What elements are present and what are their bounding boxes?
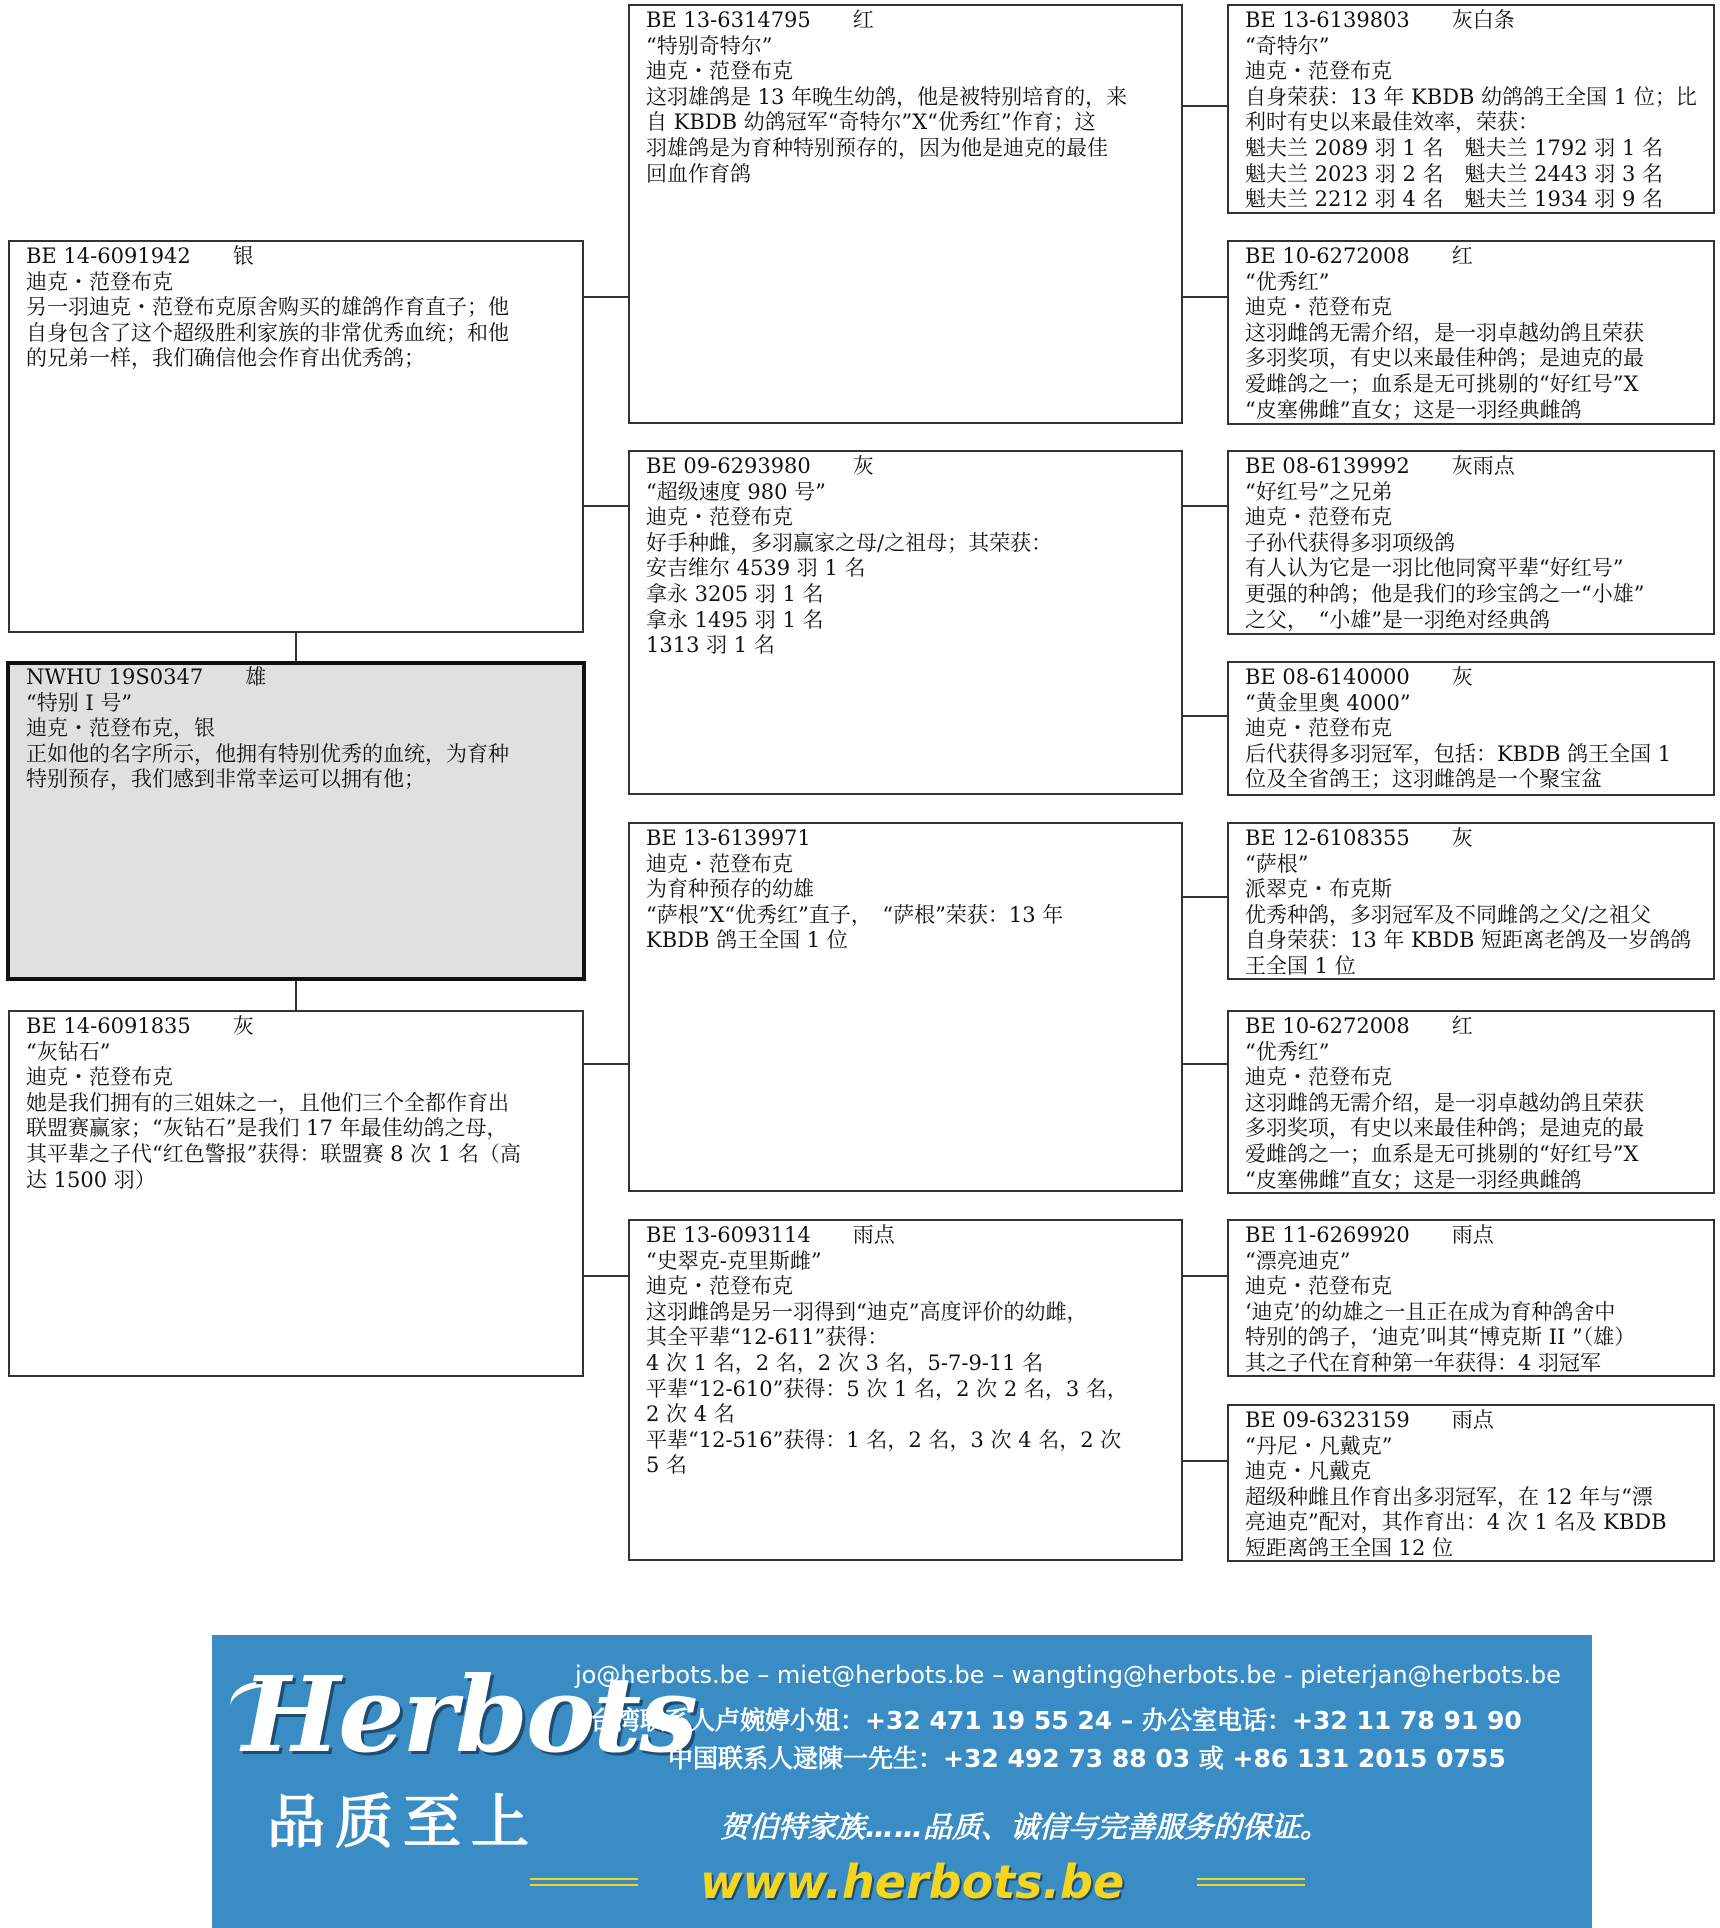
pigeon-ring-number: BE 13-6314795 红 [646,8,874,32]
pigeon-info-line: 1313 羽 1 名 [646,633,775,658]
website-link[interactable]: www.herbots.be [700,1855,1125,1909]
pigeon-ring-number: BE 08-6139992 灰雨点 [1245,454,1515,478]
pigeon-info-line: 特别的鸽子，‘迪克’叫其“博克斯 II ”（雄） [1245,1325,1636,1350]
pigeon-info-line: ‘迪克’的幼雄之一且正在成为育种鸽舍中 [1245,1299,1616,1324]
pigeon-ring-number: BE 13-6139803 灰白条 [1245,8,1515,32]
pigeon-info-line: 短距离鸽王全国 12 位 [1245,1535,1454,1560]
pigeon-info-line: 爱雌鸽之一；血系是无可挑剔的“好红号”X [1245,371,1639,396]
pigeon-info-line: 迪克・范登布克 [646,59,793,84]
pigeon-info-line: 拿永 3205 羽 1 名 [646,581,824,606]
pigeon-info-line: 魁夫兰 2023 羽 2 名 魁夫兰 2443 羽 3 名 [1245,161,1664,186]
pigeon-ring-number: BE 14-6091942 银 [26,244,254,268]
china-contact: 中国联系人逯陳一先生：+32 492 73 88 03 或 +86 131 2015 0755 [668,1744,1506,1773]
connector-gp3-ggp6 [1183,1063,1227,1065]
great-grandparent-card-2 [1227,240,1715,425]
great-grandparent-card-4 [1227,661,1715,796]
pigeon-info-line: 自身荣获：13 年 KBDB 短距离老鸽及一岁鸽鸽 [1245,928,1692,953]
great-grandparent-card-7 [1227,1219,1715,1377]
pigeon-ring-number: BE 09-6293980 灰 [646,454,874,478]
great-grandparent-card-5 [1227,822,1715,980]
pigeon-info-line: 其平辈之子代“红色警报”获得：联盟赛 8 次 1 名（高 [26,1141,521,1166]
pigeon-info-line: 4 次 1 名，2 名，2 次 3 名，5-7-9-11 名 [646,1350,1044,1375]
pigeon-info-line: 回血作育鸽 [646,161,751,186]
pigeon-info-line: 为育种预存的幼雄 [646,877,814,902]
pigeon-info-line: 迪克・范登布克 [1245,505,1392,530]
pigeon-info-line: 联盟赛赢家；“灰钻石”是我们 17 年最佳幼鸽之母， [26,1116,508,1141]
pigeon-info-line: 其之子代在育种第一年获得：4 羽冠军 [1245,1350,1602,1375]
connector-sire-subject [295,633,297,661]
slogan: 品质至上 [267,1788,540,1856]
decorative-rule-right [1197,1878,1305,1886]
pigeon-info-line: 亮迪克”配对，其作育出：4 次 1 名及 KBDB [1245,1510,1667,1535]
pigeon-info-line: “奇特尔” [1245,33,1330,58]
connector-gp4-ggp7 [1183,1275,1227,1277]
pigeon-info-line: 平辈“12-610”获得：5 次 1 名，2 次 2 名，3 名， [646,1376,1128,1401]
herbots-logo: Herbots [242,1653,696,1776]
pigeon-info-line: 子孙代获得多羽项级鸽 [1245,530,1455,555]
pigeon-info-line: “漂亮迪克” [1245,1248,1351,1273]
pigeon-ring-number: BE 08-6140000 灰 [1245,665,1473,689]
pigeon-info-line: 的兄弟一样，我们确信他会作育出优秀鸽； [26,346,425,371]
pigeon-info-line: 迪克・范登布克 [1245,1274,1392,1299]
pigeon-info-line: 迪克・范登布克 [646,851,793,876]
pigeon-info-line: 这羽雌鸽是另一羽得到“迪克”高度评价的幼雌， [646,1299,1088,1324]
pigeon-info-line: 5 名 [646,1453,688,1478]
pigeon-info-line: “萨根”X“优秀红”直子， “萨根”荣获：13 年 [646,902,1064,927]
pigeon-info-line: 后代获得多羽冠军，包括：KBDB 鸽王全国 1 [1245,741,1672,766]
great-grandparent-card-1 [1227,4,1715,214]
pigeon-info-line: “优秀红” [1245,1039,1330,1064]
pigeon-ring-number: BE 09-6323159 雨点 [1245,1408,1494,1432]
connector-gp2-ggp3 [1183,505,1227,507]
pigeon-info-line: 好手种雌，多羽赢家之母/之祖母；其荣获： [646,530,1053,555]
pigeon-info-line: 魁夫兰 2212 羽 4 名 魁夫兰 1934 羽 9 名 [1245,187,1664,212]
pigeon-info-line: 达 1500 羽） [26,1167,156,1192]
pigeon-info-line: 魁夫兰 2089 羽 1 名 魁夫兰 1792 羽 1 名 [1245,135,1664,160]
connector-dam-gp4 [584,1275,628,1277]
tagline: 贺伯特家族……品质、诚信与完善服务的保证。 [720,1810,1330,1844]
connector-sire-gp1 [584,296,628,298]
pigeon-info-line: “优秀红” [1245,269,1330,294]
pigeon-info-line: 超级种雌且作育出多羽冠军，在 12 年与“漂 [1245,1484,1653,1509]
pigeon-info-line: “丹尼・凡戴克” [1245,1433,1393,1458]
pigeon-info-line: 有人认为它是一羽比他同窝平辈“好红号” [1245,556,1624,581]
decorative-rule-left [530,1878,638,1886]
pigeon-info-line: “好红号”之兄弟 [1245,479,1393,504]
pigeon-info-line: 多羽奖项，有史以来最佳种鸽；是迪克的最 [1245,1116,1644,1141]
pigeon-info-line: 2 次 4 名 [646,1402,735,1427]
taiwan-contact: 台湾联系人卢婉婷小姐：+32 471 19 55 24 – 办公室电话：+32 11 78 91 90 [590,1706,1522,1735]
pigeon-ring-number: BE 13-6093114 雨点 [646,1223,895,1247]
pigeon-info-line: 这羽雌鸽无需介绍，是一羽卓越幼鸽且荣获 [1245,320,1644,345]
pigeon-info-line: 爱雌鸽之一；血系是无可挑剔的“好红号”X [1245,1141,1639,1166]
pigeon-info-line: 迪克・范登布克，银 [26,716,215,741]
pigeon-info-line: 之父， “小雄”是一羽绝对经典鸽 [1245,607,1550,632]
pigeon-info-line: 迪克・范登布克 [1245,59,1392,84]
connector-gp2-ggp4 [1183,715,1227,717]
pigeon-info-line: 迪克・范登布克 [26,269,173,294]
sire-card [8,240,584,633]
pigeon-info-line: 迪克・凡戴克 [1245,1459,1371,1484]
pigeon-ring-number: BE 11-6269920 雨点 [1245,1223,1494,1247]
connector-dam-gp3 [584,1063,628,1065]
pigeon-info-line: 派翠克・布克斯 [1245,877,1392,902]
connector-gp3-ggp5 [1183,896,1227,898]
pigeon-info-line: 更强的种鸽；他是我们的珍宝鸽之一“小雄” [1245,581,1645,606]
pigeon-info-line: 王全国 1 位 [1245,953,1356,978]
pigeon-info-line: 迪克・范登布克 [1245,295,1392,320]
pigeon-info-line: 自身荣获：13 年 KBDB 幼鸽鸽王全国 1 位；比 [1245,84,1697,109]
pigeon-info-line: 羽雄鸽是为育种特别预存的，因为他是迪克的最佳 [646,135,1108,160]
grandparent-card-2 [628,450,1183,795]
pigeon-info-line: 自 KBDB 幼鸽冠军“奇特尔”X“优秀红”作育；这 [646,110,1096,135]
pigeon-ring-number: BE 14-6091835 灰 [26,1014,254,1038]
pigeon-info-line: 迪克・范登布克 [1245,716,1392,741]
pigeon-info-line: “萨根” [1245,851,1309,876]
pigeon-info-line: 平辈“12-516”获得：1 名，2 名，3 次 4 名，2 次 [646,1427,1122,1452]
connector-gp1-ggp1 [1183,105,1227,107]
pigeon-info-line: “皮塞佛雌”直女；这是一羽经典雌鸽 [1245,1167,1582,1192]
pigeon-ring-number: BE 10-6272008 红 [1245,244,1473,268]
pigeon-info-line: “特别奇特尔” [646,33,773,58]
pigeon-info-line: 她是我们拥有的三姐妹之一，且他们三个全都作育出 [26,1090,509,1115]
contact-banner [212,1635,1592,1928]
connector-subject-dam [295,981,297,1010]
connector-gp1-ggp2 [1183,296,1227,298]
grandparent-card-4 [628,1219,1183,1561]
connector-sire-gp2 [584,505,628,507]
pigeon-info-line: “特别 I 号” [26,690,133,715]
pigeon-info-line: 利时有史以来最佳效率，荣获： [1245,110,1539,135]
pigeon-info-line: KBDB 鸽王全国 1 位 [646,928,848,953]
pigeon-ring-number: BE 13-6139971 [646,826,811,850]
great-grandparent-card-8 [1227,1404,1715,1562]
subject-card [6,661,586,981]
pigeon-info-line: 其全平辈“12-611”获得： [646,1325,889,1350]
pigeon-ring-number: NWHU 19S0347 雄 [26,665,267,689]
pigeon-info-line: 自身包含了这个超级胜利家族的非常优秀血统；和他 [26,320,509,345]
pigeon-info-line: 迪克・范登布克 [26,1065,173,1090]
pigeon-info-line: “灰钻石” [26,1039,111,1064]
dam-card [8,1010,584,1377]
pigeon-ring-number: BE 10-6272008 红 [1245,1014,1473,1038]
pigeon-info-line: 拿永 1495 羽 1 名 [646,607,824,632]
pigeon-info-line: 正如他的名字所示，他拥有特别优秀的血统，为育种 [26,741,509,766]
connector-gp4-ggp8 [1183,1460,1227,1462]
pigeon-info-line: 另一羽迪克・范登布克原舍购买的雄鸽作育直子；他 [26,295,509,320]
pigeon-info-line: 特别预存，我们感到非常幸运可以拥有他； [26,767,425,792]
grandparent-card-3 [628,822,1183,1192]
pigeon-info-line: “超级速度 980 号” [646,479,826,504]
pigeon-info-line: 这羽雌鸽无需介绍，是一羽卓越幼鸽且荣获 [1245,1090,1644,1115]
pigeon-info-line: 优秀种鸽，多羽冠军及不同雌鸽之父/之祖父 [1245,902,1652,927]
pigeon-info-line: “皮塞佛雌”直女；这是一羽经典雌鸽 [1245,397,1582,422]
pigeon-info-line: 安吉维尔 4539 羽 1 名 [646,556,866,581]
pigeon-info-line: “史翠克-克里斯雌” [646,1248,822,1273]
great-grandparent-card-6 [1227,1010,1715,1194]
pigeon-info-line: 迪克・范登布克 [1245,1065,1392,1090]
pigeon-info-line: 位及全省鸽王；这羽雌鸽是一个聚宝盆 [1245,767,1602,792]
pigeon-info-line: 迪克・范登布克 [646,1274,793,1299]
contact-emails[interactable]: jo@herbots.be – miet@herbots.be – wangting@herbots.be - pieterjan@herbots.be [575,1661,1561,1689]
pigeon-info-line: “黄金里奥 4000” [1245,690,1411,715]
pigeon-info-line: 多羽奖项，有史以来最佳种鸽；是迪克的最 [1245,346,1644,371]
grandparent-card-1 [628,4,1183,424]
pigeon-info-line: 迪克・范登布克 [646,505,793,530]
pigeon-info-line: 这羽雄鸽是 13 年晚生幼鸽，他是被特别培育的，来 [646,84,1128,109]
great-grandparent-card-3 [1227,450,1715,635]
pigeon-ring-number: BE 12-6108355 灰 [1245,826,1473,850]
